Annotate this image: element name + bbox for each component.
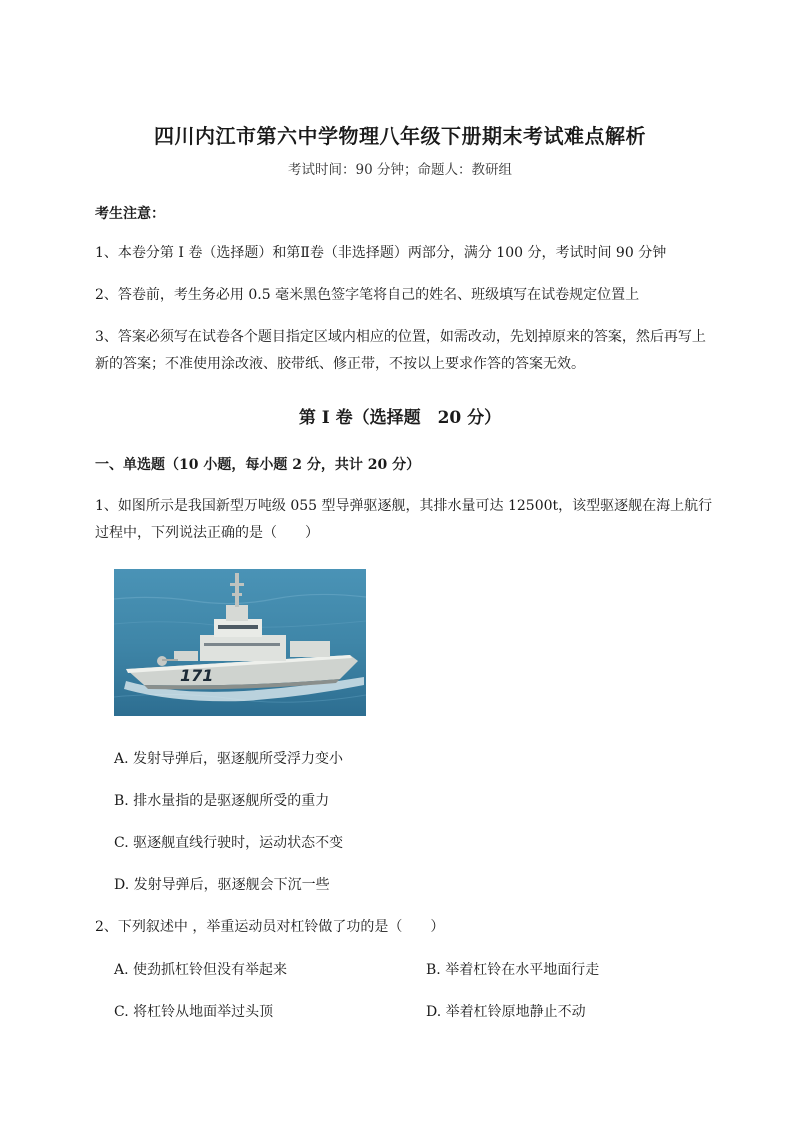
part-heading: 一、单选题（10 小题，每小题 2 分，共计 20 分） — [95, 457, 421, 473]
question-2-option-d: D. 举着杠铃原地静止不动 — [426, 1004, 586, 1020]
section-title: 第 I 卷（选择题 20 分） — [298, 408, 502, 428]
question-1-option-d: D. 发射导弹后，驱逐舰会下沉一些 — [114, 877, 330, 893]
notice-item-1: 1、本卷分第 I 卷（选择题）和第Ⅱ卷（非选择题）两部分，满分 100 分，考试时间 90 分钟 — [95, 245, 667, 261]
question-1-option-c: C. 驱逐舰直线行驶时，运动状态不变 — [114, 835, 344, 851]
page-title: 四川内江市第六中学物理八年级下册期末考试难点解析 — [154, 124, 646, 148]
question-2-option-a: A. 使劲抓杠铃但没有举起来 — [114, 962, 288, 978]
question-2-stem: 2、下列叙述中 ，举重运动员对杠铃做了功的是（ ） — [95, 919, 445, 935]
question-1-option-a: A. 发射导弹后，驱逐舰所受浮力变小 — [114, 751, 344, 767]
page-subtitle: 考试时间：90 分钟；命题人：教研组 — [288, 162, 512, 178]
question-1-option-b: B. 排水量指的是驱逐舰所受的重力 — [114, 793, 330, 809]
notice-item-3: 3、答案必须写在试卷各个题目指定区域内相应的位置，如需改动，先划掉原来的答案，然后再写上新的答案；不准使用涂改液、胶带纸、修正带，不按以上要求作答的答案无效。 — [95, 329, 706, 372]
notice-heading: 考生注意： — [95, 206, 165, 222]
question-2-option-c: C. 将杠铃从地面举过头顶 — [114, 1004, 274, 1020]
destroyer-photo — [114, 569, 366, 716]
hull-number: 171 — [180, 666, 214, 685]
question-2-option-b: B. 举着杠铃在水平地面行走 — [426, 962, 600, 978]
question-1-stem: 1、如图所示是我国新型万吨级 055 型导弹驱逐舰，其排水量可达 12500t，该型驱逐舰在海上航行过程中，下列说法正确的是（ ） — [95, 498, 713, 541]
notice-item-2: 2、答卷前，考生务必用 0.5 毫米黑色签字笔将自己的姓名、班级填写在试卷规定位置上 — [95, 287, 640, 303]
